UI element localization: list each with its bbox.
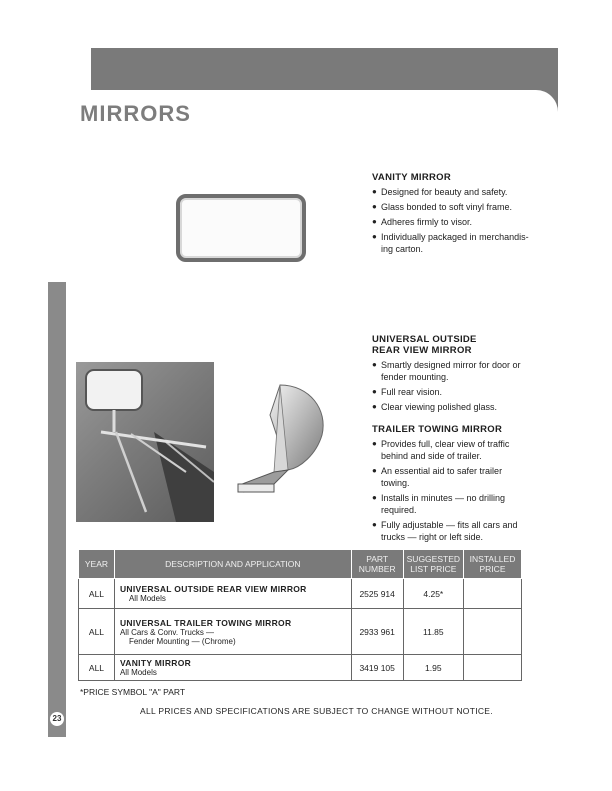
row-year: ALL xyxy=(79,579,115,609)
vanity-bullet: ● Designed for beauty and safety. xyxy=(372,186,532,198)
rear-view-heading-line1: UNIVERSAL OUTSIDE xyxy=(372,334,477,345)
trailer-bullet: ● Provides full, clear view of traffic behind and side of trailer. xyxy=(372,438,532,462)
header-part-number xyxy=(351,550,403,579)
trailer-bullet: ● Installs in minutes — no drilling required. xyxy=(372,492,532,516)
vanity-mirror-section xyxy=(372,172,532,258)
page-number: 23 xyxy=(50,712,64,726)
row-part-number: 2933 961 xyxy=(351,609,403,655)
header-list-price xyxy=(403,550,463,579)
rear-view-mirror-section xyxy=(372,334,532,416)
header-description: DESCRIPTION AND APPLICATION xyxy=(114,550,351,579)
header-year: YEAR xyxy=(79,550,115,579)
header-part-line2: NUMBER xyxy=(358,564,396,574)
side-band xyxy=(48,282,66,737)
rear-view-mirror-image xyxy=(230,380,330,500)
header-installed-line2: PRICE xyxy=(479,564,506,574)
vanity-bullet: ● Adheres firmly to visor. xyxy=(372,216,532,228)
row-application: All Models xyxy=(128,594,166,603)
vanity-bullet: ● Glass bonded to soft vinyl frame. xyxy=(372,201,532,213)
row-description xyxy=(114,579,351,609)
row-list-price: 11.85 xyxy=(403,609,463,655)
table-row xyxy=(79,579,522,609)
header-part-line1: PART xyxy=(366,554,389,564)
row-title: VANITY MIRROR xyxy=(119,658,192,668)
header-band xyxy=(91,48,558,90)
trailer-mirror-heading: TRAILER TOWING MIRROR xyxy=(372,424,503,435)
row-year: ALL xyxy=(79,655,115,681)
table-header-row xyxy=(79,550,522,579)
row-description xyxy=(114,609,351,655)
trailer-mirror-section xyxy=(372,424,532,546)
trailer-bullet: ● Fully adjustable — fits all cars and trucks — right or left side. xyxy=(372,519,532,543)
header-installed-price xyxy=(464,550,522,579)
row-application-detail: Fender Mounting — (Chrome) xyxy=(128,636,236,646)
row-installed-price xyxy=(464,609,522,655)
vanity-mirror-image xyxy=(176,194,306,262)
row-application: All Cars & Conv. Trucks — xyxy=(119,627,215,637)
page-title: MIRRORS xyxy=(80,101,191,126)
row-description xyxy=(114,655,351,681)
rear-view-bullet: ● Full rear vision. xyxy=(372,386,532,398)
price-symbol-footnote: *PRICE SYMBOL "A" PART xyxy=(80,687,186,697)
row-part-number: 2525 914 xyxy=(351,579,403,609)
row-year: ALL xyxy=(79,609,115,655)
row-list-price: 4.25* xyxy=(403,579,463,609)
table-row xyxy=(79,655,522,681)
table-row xyxy=(79,609,522,655)
row-title: UNIVERSAL TRAILER TOWING MIRROR xyxy=(119,617,292,628)
rear-view-heading-line2: REAR VIEW MIRROR xyxy=(372,345,472,356)
row-application: All Models xyxy=(119,668,157,677)
row-part-number: 3419 105 xyxy=(351,655,403,681)
rear-view-bullet: ● Smartly designed mirror for door or fender mounting. xyxy=(372,359,532,383)
row-list-price: 1.95 xyxy=(403,655,463,681)
trailer-bullet: ● An essential aid to safer trailer towing. xyxy=(372,465,532,489)
header-installed-line1: INSTALLED xyxy=(469,554,516,564)
header-list-line2: LIST PRICE xyxy=(410,564,457,574)
header-band-corner xyxy=(520,90,558,120)
vanity-mirror-heading: VANITY MIRROR xyxy=(372,172,452,183)
trailer-mirror-photo xyxy=(76,362,214,522)
row-installed-price xyxy=(464,655,522,681)
price-change-notice: ALL PRICES AND SPECIFICATIONS ARE SUBJECT TO CHANGE WITHOUT NOTICE. xyxy=(140,706,493,716)
row-title: UNIVERSAL OUTSIDE REAR VIEW MIRROR xyxy=(119,584,307,594)
vanity-bullet: ● Individually packaged in merchandis-ing carton. xyxy=(372,231,532,255)
header-list-line1: SUGGESTED xyxy=(406,554,461,564)
row-installed-price xyxy=(464,579,522,609)
rear-view-bullet: ● Clear viewing polished glass. xyxy=(372,401,532,413)
price-table xyxy=(78,549,522,681)
trailer-mirror-illustration xyxy=(76,362,214,522)
